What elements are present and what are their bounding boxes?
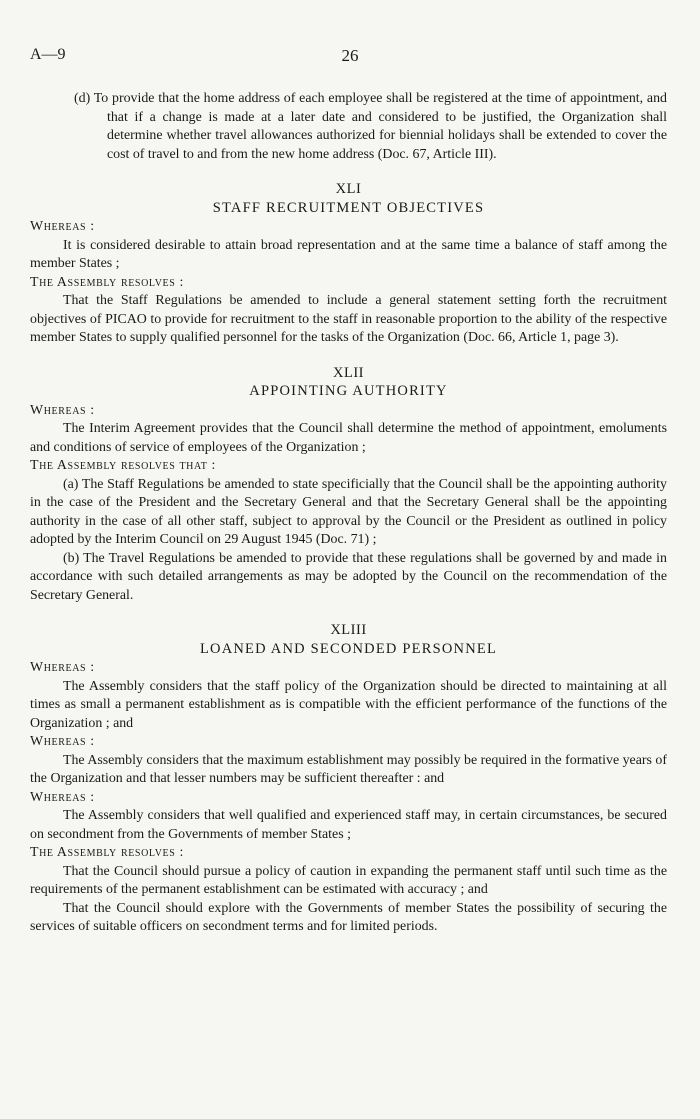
paragraph: The Assembly considers that well qualified and experienced staff may, in certain circumstances, be secured on secondment from the Governments of member States ; <box>30 808 667 842</box>
resolves-heading: The Assembly resolves : <box>30 274 184 290</box>
section-number: XLI <box>335 181 362 197</box>
paragraph: (b) The Travel Regulations be amended to provide that these regulations shall be governed by and made in accordance with such detailed arrangements as may be adopted by the Council on the recommendation of the Secretary General. <box>30 550 667 603</box>
whereas-heading: Whereas : <box>30 219 95 234</box>
whereas-heading: Whereas : <box>30 789 95 805</box>
document-reference: A—9 <box>30 46 66 63</box>
paragraph: That the Council should explore with the Governments of member States the possibility of securing the services of suitable officers on secondment terms and for limited periods. <box>30 900 667 934</box>
paragraph: (a) The Staff Regulations be amended to state specificially that the Council shall be the appointing authority in the case of the President and the Secretary General and that the Secretary General shall be the appointing authority in the case of all other staff, subject to approval by the Council or the President as outlined in policy adopted by the Interim Council on 29 August 1945 (Doc. 71) ; <box>30 476 667 547</box>
document-body <box>30 90 667 937</box>
section-title: LOANED AND SECONDED PERSONNEL <box>199 640 497 657</box>
whereas-heading: Whereas : <box>30 402 95 418</box>
intro-paragraph: (d) To provide that the home address of each employee shall be registered at the time of appointment, and that if a change is made at a later date and considered to be justified, the Organization shall determine whether travel allowances authorized for biennial holidays shall be extended to cover the cost of travel to and from the new home address (Doc. 67, Article III). <box>74 91 667 162</box>
whereas-heading: Whereas : <box>30 660 95 675</box>
page-header <box>30 46 670 70</box>
resolves-heading: The Assembly resolves that : <box>30 458 216 473</box>
paragraph: That the Council should pursue a policy of caution in expanding the permanent staff until such time as the requirements of the permanent establishment can be estimated with accuracy ; and <box>30 863 667 897</box>
whereas-heading: Whereas : <box>30 734 95 749</box>
paragraph: The Interim Agreement provides that the Council shall determine the method of appointment, emoluments and conditions of service of employees of the Organization ; <box>30 421 667 455</box>
paragraph: It is considered desirable to attain broad representation and at the same time a balance of staff among the member States ; <box>30 237 667 271</box>
section-title: APPOINTING AUTHORITY <box>249 383 448 399</box>
paragraph: The Assembly considers that the staff policy of the Organization should be directed to maintaining at all times as small a permanent establishment as is compatible with the efficient performance of the functions of the Organization ; and <box>30 678 667 731</box>
page-number: 26 <box>341 46 359 65</box>
paragraph: The Assembly considers that the maximum establishment may possibly be required in the formative years of the Organization and that lesser numbers may be sufficient thereafter : and <box>30 752 667 786</box>
section-title: STAFF RECRUITMENT OBJECTIVES <box>212 199 485 216</box>
section-number: XLIII <box>330 622 367 638</box>
resolves-heading: The Assembly resolves : <box>30 845 184 860</box>
paragraph: That the Staff Regulations be amended to include a general statement setting forth the recruitment objectives of PICAO to provide for recruitment to the staff in reasonable proportion to the ability of the respective member States to supply qualified personnel for the tasks of the Organization (Doc. 66, Article 1, page 3). <box>30 293 667 345</box>
section-number: XLII <box>333 364 364 381</box>
